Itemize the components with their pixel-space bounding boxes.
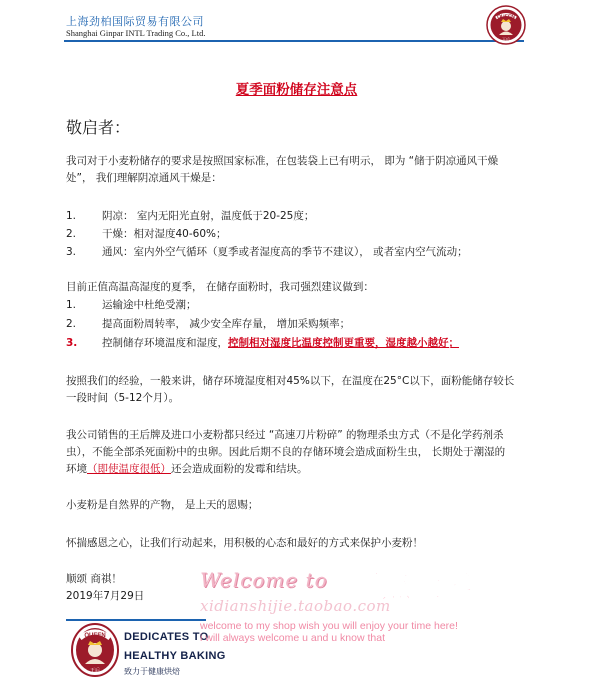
intro-line-1: 我司对于小麦粉储存的要求是按照国家标准，在包装袋上已有明示， 即为 “储于阴凉通风干燥 [66,155,499,167]
company-name-cn: 上海劲柏国际贸易有限公司 [66,15,204,28]
experience-line-2: 一段时间（5-12个月）。 [66,392,180,404]
advice-item: 1. 运输途中杜绝受潮； [66,299,197,311]
condition-item: 3. 通风：室内外空气循环（夏季或者湿度高的季节不建议）， 或者室内空气流动； [66,246,468,258]
watermark-message-2: i will always welcome u and u know that [200,632,386,644]
logo-sub-top: 王后 [502,37,510,42]
temperature-note: （即使温度很低） [87,463,171,475]
watermark-brand: 西点世界 [350,570,474,605]
slogan-cn: 致力于健康烘焙 [124,667,180,676]
watermark-url: xidianshijie.taobao.com [200,597,391,615]
queen-logo-icon [486,5,526,45]
watermark-message-1: welcome to my shop wish you will enjoy your time here! [200,620,458,632]
company-name-en: Shanghai Ginpar INTL Trading Co., Ltd. [66,28,206,38]
watermark-welcome: Welcome to [200,568,328,592]
experience-line-1: 按照我们的经验，一般来讲，储存环境湿度相对45%以下，在温度在25°C以下，面粉能储存较长 [66,375,515,387]
footer-logo-sub: 王后 [89,668,101,674]
queen-footer-logo-icon [70,622,120,678]
header-divider [64,40,524,42]
footer-logo-text: QUEEN [84,633,106,639]
humidity-warning: 控制相对湿度比温度控制更重要，湿度越小越好； [228,337,459,349]
products-line-1: 我公司销售的王后牌及进口小麦粉都只经过 “高速刀片粉碎” 的物理杀虫方式（不是化学药剂杀 [66,429,504,441]
closing: 顺颂 商祺！ [66,573,122,585]
nature-statement: 小麦粉是自然界的产物， 是上天的恩赐； [66,499,259,511]
advice-intro: 目前正值高温高湿度的夏季， 在储存面粉时，我司强烈建议做到： [66,281,374,293]
slogan-line-2: HEALTHY BAKING [124,650,226,662]
document-title: 夏季面粉储存注意点 [235,82,358,98]
condition-item: 1. 阴凉： 室内无阳光直射，温度低于20-25度； [66,210,315,222]
letterhead [0,0,593,60]
greeting: 敬启者： [66,118,131,137]
gratitude-statement: 怀揣感恩之心，让我们行动起来，用积极的心态和最好的方式来保护小麦粉！ [66,537,423,549]
intro-line-2: 处”， 我们理解阴凉通风干燥是： [66,172,222,184]
products-line-3: 环境（即使温度很低）还会造成面粉的发霉和结块。 [66,463,308,475]
advice-item-highlight: 3. 控制储存环境温度和湿度，控制相对湿度比温度控制更重要，湿度越小越好； [66,337,459,349]
products-line-2: 虫），不能全部杀死面粉中的虫卵。因此后期不良的存储环境会造成面粉生虫， 长期处于潮湿的 [66,446,506,458]
condition-item: 2. 干燥：相对湿度40-60%； [66,228,227,240]
slogan-line-1: DEDICATES TO [124,631,209,643]
logo-text-top: QUEEN [497,14,515,21]
advice-item: 2. 提高面粉周转率， 减少安全库存量， 增加采购频率； [66,318,351,330]
letter-date: 2019年7月29日 [66,590,145,602]
footer-divider [66,619,206,621]
